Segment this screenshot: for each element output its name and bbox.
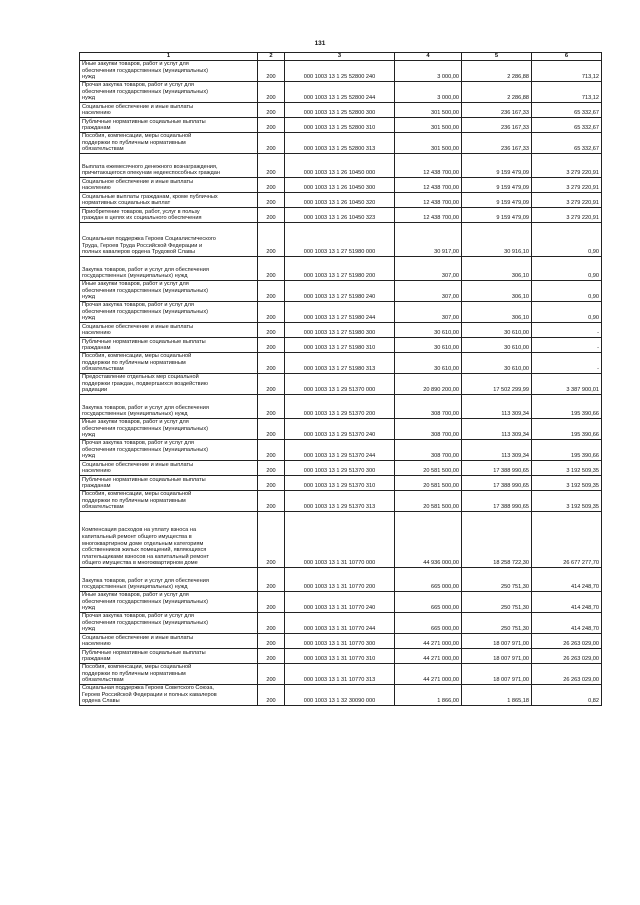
row-code-cell: 200 [258,613,285,634]
row-unexecuted-amount-cell: 26 677 277,70 [532,512,602,568]
column-header: 1 [80,53,258,61]
column-header: 5 [462,53,532,61]
column-header: 6 [532,53,602,61]
row-classification-cell: 000 1003 13 1 26 10450 300 [285,178,395,193]
table-row [80,257,602,281]
row-approved-amount-cell: 307,00 [395,302,462,323]
row-classification-cell: 000 1003 13 1 31 10770 300 [285,634,395,649]
table-row [80,223,602,257]
row-code-cell: 200 [258,223,285,257]
row-name-cell: Пособия, компенсации, меры социальной поддержки по публичным нормативным обязательствам [80,133,258,154]
row-executed-amount-cell: 9 159 479,09 [462,154,532,178]
row-name-cell: Приобретение товаров, работ, услуг в пользу граждан в целях их социального обеспечения [80,208,258,223]
row-name-cell: Социальное обеспечение и иные выплаты населению [80,461,258,476]
row-name-cell: Социальное обеспечение и иные выплаты населению [80,103,258,118]
row-approved-amount-cell: 20 581 500,00 [395,491,462,512]
row-unexecuted-amount-cell: 713,12 [532,82,602,103]
row-executed-amount-cell: 30 610,00 [462,353,532,374]
row-name-cell: Компенсация расходов на уплату взноса на капитальный ремонт общего имущества в многоквартирном доме отдельным категориям собственников жилых помещений, являющихся плательщиками взносов на капитальный ремонт общего имущества в многоквартирном доме [80,512,258,568]
row-classification-cell: 000 1003 13 1 31 10770 200 [285,568,395,592]
row-name-cell: Иные закупки товаров, работ и услуг для обеспечения государственных (муниципальных) нужд [80,61,258,82]
row-unexecuted-amount-cell: 26 263 029,00 [532,664,602,685]
row-approved-amount-cell: 308 700,00 [395,440,462,461]
row-classification-cell: 000 1003 13 1 27 51980 244 [285,302,395,323]
row-executed-amount-cell: 250 751,30 [462,613,532,634]
row-classification-cell: 000 1003 13 1 29 51370 244 [285,440,395,461]
row-approved-amount-cell: 665 000,00 [395,613,462,634]
row-classification-cell: 000 1003 13 1 25 52800 310 [285,118,395,133]
row-code-cell: 200 [258,178,285,193]
row-unexecuted-amount-cell: 0,90 [532,223,602,257]
row-name-cell: Социальное обеспечение и иные выплаты населению [80,634,258,649]
table-row [80,685,602,706]
row-classification-cell: 000 1003 13 1 31 10770 244 [285,613,395,634]
row-unexecuted-amount-cell: 3 192 509,35 [532,491,602,512]
row-name-cell: Пособия, компенсации, меры социальной поддержки по публичным нормативным обязательствам [80,491,258,512]
row-classification-cell: 000 1003 13 1 29 51370 200 [285,395,395,419]
row-name-cell: Прочая закупка товаров, работ и услуг для обеспечения государственных (муниципальных) нужд [80,440,258,461]
row-executed-amount-cell: 306,10 [462,257,532,281]
row-executed-amount-cell: 113 309,34 [462,440,532,461]
row-executed-amount-cell: 250 751,30 [462,592,532,613]
row-name-cell: Прочая закупка товаров, работ и услуг для обеспечения государственных (муниципальных) нужд [80,302,258,323]
row-name-cell: Пособия, компенсации, меры социальной поддержки по публичным нормативным обязательствам [80,664,258,685]
row-approved-amount-cell: 307,00 [395,257,462,281]
row-code-cell: 200 [258,476,285,491]
row-executed-amount-cell: 306,10 [462,302,532,323]
row-name-cell: Прочая закупка товаров, работ и услуг для обеспечения государственных (муниципальных) нужд [80,613,258,634]
row-unexecuted-amount-cell: 0,90 [532,302,602,323]
row-name-cell: Предоставление отдельных мер социальной поддержки граждан, подвергшихся воздействию радиации [80,374,258,395]
table-row [80,118,602,133]
row-classification-cell: 000 1003 13 1 31 10770 310 [285,649,395,664]
row-executed-amount-cell: 1 865,18 [462,685,532,706]
row-unexecuted-amount-cell: 414 248,70 [532,592,602,613]
row-approved-amount-cell: 20 890 200,00 [395,374,462,395]
row-name-cell: Иные закупки товаров, работ и услуг для обеспечения государственных (муниципальных) нужд [80,281,258,302]
row-unexecuted-amount-cell: 65 332,67 [532,133,602,154]
table-row [80,208,602,223]
row-classification-cell: 000 1003 13 1 29 51370 310 [285,476,395,491]
row-executed-amount-cell: 306,10 [462,281,532,302]
row-approved-amount-cell: 12 438 700,00 [395,178,462,193]
row-executed-amount-cell: 113 309,34 [462,395,532,419]
budget-table [79,52,602,706]
row-approved-amount-cell: 20 581 500,00 [395,461,462,476]
row-unexecuted-amount-cell: 3 279 220,91 [532,178,602,193]
row-name-cell: Закупка товаров, работ и услуг для обеспечения государственных (муниципальных) нужд [80,568,258,592]
row-code-cell: 200 [258,419,285,440]
row-name-cell: Пособия, компенсации, меры социальной поддержки по публичным нормативным обязательствам [80,353,258,374]
table-row [80,634,602,649]
row-approved-amount-cell: 30 610,00 [395,323,462,338]
row-code-cell: 200 [258,154,285,178]
row-classification-cell: 000 1003 13 1 25 52800 244 [285,82,395,103]
table-row [80,154,602,178]
row-executed-amount-cell: 113 309,34 [462,419,532,440]
row-approved-amount-cell: 3 000,00 [395,61,462,82]
row-approved-amount-cell: 301 500,00 [395,103,462,118]
row-name-cell: Социальная поддержка Героев Советского Союза, Героев Российской Федерации и полных кавалеров ордена Славы [80,685,258,706]
row-approved-amount-cell: 308 700,00 [395,419,462,440]
table-row [80,419,602,440]
table-row [80,613,602,634]
row-unexecuted-amount-cell: 3 279 220,91 [532,193,602,208]
header-row [80,53,602,61]
row-unexecuted-amount-cell: - [532,338,602,353]
row-approved-amount-cell: 30 917,00 [395,223,462,257]
table-row [80,395,602,419]
table-row [80,323,602,338]
table-row [80,82,602,103]
row-unexecuted-amount-cell: 195 390,66 [532,419,602,440]
row-approved-amount-cell: 44 271 000,00 [395,634,462,649]
row-approved-amount-cell: 12 438 700,00 [395,154,462,178]
row-name-cell: Иные закупки товаров, работ и услуг для обеспечения государственных (муниципальных) нужд [80,592,258,613]
row-classification-cell: 000 1003 13 1 29 51370 313 [285,491,395,512]
row-unexecuted-amount-cell: 3 279 220,91 [532,154,602,178]
row-unexecuted-amount-cell: 0,82 [532,685,602,706]
row-name-cell: Закупка товаров, работ и услуг для обеспечения государственных (муниципальных) нужд [80,395,258,419]
row-code-cell: 200 [258,103,285,118]
row-classification-cell: 000 1003 13 1 31 10770 313 [285,664,395,685]
row-approved-amount-cell: 3 000,00 [395,82,462,103]
table-row [80,353,602,374]
row-code-cell: 200 [258,664,285,685]
table-row [80,512,602,568]
row-classification-cell: 000 1003 13 1 27 51980 300 [285,323,395,338]
row-classification-cell: 000 1003 13 1 25 52800 240 [285,61,395,82]
row-code-cell: 200 [258,353,285,374]
table-row [80,61,602,82]
row-classification-cell: 000 1003 13 1 27 51980 313 [285,353,395,374]
row-executed-amount-cell: 2 286,88 [462,61,532,82]
table-row [80,491,602,512]
table-row [80,193,602,208]
row-executed-amount-cell: 9 159 479,09 [462,178,532,193]
row-unexecuted-amount-cell: 3 192 509,35 [532,476,602,491]
row-executed-amount-cell: 250 751,30 [462,568,532,592]
row-executed-amount-cell: 236 167,33 [462,103,532,118]
row-approved-amount-cell: 12 438 700,00 [395,208,462,223]
row-executed-amount-cell: 18 258 722,30 [462,512,532,568]
row-unexecuted-amount-cell: 65 332,67 [532,103,602,118]
row-unexecuted-amount-cell: 0,90 [532,281,602,302]
row-unexecuted-amount-cell: 65 332,67 [532,118,602,133]
row-executed-amount-cell: 18 007 971,00 [462,649,532,664]
row-approved-amount-cell: 44 271 000,00 [395,649,462,664]
row-code-cell: 200 [258,461,285,476]
table-row [80,664,602,685]
row-name-cell: Социальные выплаты гражданам, кроме публичных нормативных социальных выплат [80,193,258,208]
row-name-cell: Публичные нормативные социальные выплаты гражданам [80,118,258,133]
row-code-cell: 200 [258,193,285,208]
row-unexecuted-amount-cell: 3 387 900,01 [532,374,602,395]
row-executed-amount-cell: 17 388 990,65 [462,491,532,512]
row-classification-cell: 000 1003 13 1 31 10770 000 [285,512,395,568]
table-row [80,281,602,302]
row-executed-amount-cell: 236 167,33 [462,133,532,154]
row-unexecuted-amount-cell: 3 279 220,91 [532,208,602,223]
row-executed-amount-cell: 30 610,00 [462,323,532,338]
row-approved-amount-cell: 665 000,00 [395,592,462,613]
row-unexecuted-amount-cell: - [532,323,602,338]
row-code-cell: 200 [258,374,285,395]
row-executed-amount-cell: 17 388 990,65 [462,476,532,491]
row-name-cell: Публичные нормативные социальные выплаты гражданам [80,338,258,353]
row-code-cell: 200 [258,685,285,706]
row-approved-amount-cell: 665 000,00 [395,568,462,592]
row-approved-amount-cell: 1 866,00 [395,685,462,706]
row-unexecuted-amount-cell: 713,12 [532,61,602,82]
row-approved-amount-cell: 308 700,00 [395,395,462,419]
row-code-cell: 200 [258,208,285,223]
row-executed-amount-cell: 17 388 990,65 [462,461,532,476]
column-header: 4 [395,53,462,61]
row-code-cell: 200 [258,302,285,323]
row-classification-cell: 000 1003 13 1 29 51370 000 [285,374,395,395]
row-unexecuted-amount-cell: 3 192 509,35 [532,461,602,476]
table-row [80,133,602,154]
row-classification-cell: 000 1003 13 1 27 51980 240 [285,281,395,302]
row-name-cell: Закупка товаров, работ и услуг для обеспечения государственных (муниципальных) нужд [80,257,258,281]
table-row [80,374,602,395]
row-classification-cell: 000 1003 13 1 32 30090 000 [285,685,395,706]
row-approved-amount-cell: 301 500,00 [395,118,462,133]
row-code-cell: 200 [258,281,285,302]
row-code-cell: 200 [258,512,285,568]
row-name-cell: Социальное обеспечение и иные выплаты населению [80,323,258,338]
table-row [80,440,602,461]
row-approved-amount-cell: 20 581 500,00 [395,476,462,491]
row-executed-amount-cell: 9 159 479,09 [462,208,532,223]
row-unexecuted-amount-cell: 195 390,66 [532,395,602,419]
row-unexecuted-amount-cell: 414 248,70 [532,613,602,634]
table-row [80,461,602,476]
row-classification-cell: 000 1003 13 1 29 51370 300 [285,461,395,476]
row-code-cell: 200 [258,82,285,103]
table-row [80,103,602,118]
row-code-cell: 200 [258,133,285,154]
row-code-cell: 200 [258,634,285,649]
row-classification-cell: 000 1003 13 1 31 10770 240 [285,592,395,613]
row-code-cell: 200 [258,440,285,461]
row-name-cell: Публичные нормативные социальные выплаты гражданам [80,476,258,491]
row-code-cell: 200 [258,61,285,82]
row-executed-amount-cell: 17 502 299,99 [462,374,532,395]
row-approved-amount-cell: 307,00 [395,281,462,302]
table-row [80,476,602,491]
row-name-cell: Социальное обеспечение и иные выплаты населению [80,178,258,193]
row-code-cell: 200 [258,649,285,664]
row-classification-cell: 000 1003 13 1 27 51980 200 [285,257,395,281]
row-name-cell: Выплата ежемесячного денежного вознаграждения, причитающегося опекунам недееспособных граждан [80,154,258,178]
column-header: 2 [258,53,285,61]
row-executed-amount-cell: 30 610,00 [462,338,532,353]
table-row [80,302,602,323]
row-executed-amount-cell: 236 167,33 [462,118,532,133]
row-unexecuted-amount-cell: 195 390,66 [532,440,602,461]
column-header: 3 [285,53,395,61]
row-approved-amount-cell: 301 500,00 [395,133,462,154]
row-approved-amount-cell: 44 271 000,00 [395,664,462,685]
row-name-cell: Публичные нормативные социальные выплаты гражданам [80,649,258,664]
row-classification-cell: 000 1003 13 1 25 52800 300 [285,103,395,118]
row-code-cell: 200 [258,257,285,281]
row-code-cell: 200 [258,592,285,613]
row-executed-amount-cell: 9 159 479,09 [462,193,532,208]
row-approved-amount-cell: 44 936 000,00 [395,512,462,568]
row-classification-cell: 000 1003 13 1 27 51980 000 [285,223,395,257]
table-row [80,178,602,193]
table-row [80,649,602,664]
row-code-cell: 200 [258,395,285,419]
row-code-cell: 200 [258,338,285,353]
row-code-cell: 200 [258,323,285,338]
row-executed-amount-cell: 2 286,88 [462,82,532,103]
row-code-cell: 200 [258,491,285,512]
row-classification-cell: 000 1003 13 1 29 51370 240 [285,419,395,440]
row-unexecuted-amount-cell: - [532,353,602,374]
row-name-cell: Иные закупки товаров, работ и услуг для обеспечения государственных (муниципальных) нужд [80,419,258,440]
row-classification-cell: 000 1003 13 1 26 10450 000 [285,154,395,178]
row-executed-amount-cell: 18 007 971,00 [462,664,532,685]
row-classification-cell: 000 1003 13 1 26 10450 323 [285,208,395,223]
row-code-cell: 200 [258,568,285,592]
row-executed-amount-cell: 18 007 971,00 [462,634,532,649]
row-classification-cell: 000 1003 13 1 25 52800 313 [285,133,395,154]
row-approved-amount-cell: 12 438 700,00 [395,193,462,208]
table-row [80,592,602,613]
row-unexecuted-amount-cell: 414 248,70 [532,568,602,592]
row-classification-cell: 000 1003 13 1 27 51980 310 [285,338,395,353]
row-name-cell: Социальная поддержка Героев Социалистического Труда, Героев Труда Российской Федерации и полных кавалеров ордена Трудовой Славы [80,223,258,257]
row-executed-amount-cell: 30 916,10 [462,223,532,257]
page-number: 131 [314,40,326,47]
row-unexecuted-amount-cell: 26 263 029,00 [532,634,602,649]
row-code-cell: 200 [258,118,285,133]
row-approved-amount-cell: 30 610,00 [395,338,462,353]
row-name-cell: Прочая закупка товаров, работ и услуг для обеспечения государственных (муниципальных) нужд [80,82,258,103]
row-unexecuted-amount-cell: 26 263 029,00 [532,649,602,664]
row-unexecuted-amount-cell: 0,90 [532,257,602,281]
row-approved-amount-cell: 30 610,00 [395,353,462,374]
table-row [80,568,602,592]
table-row [80,338,602,353]
row-classification-cell: 000 1003 13 1 26 10450 320 [285,193,395,208]
